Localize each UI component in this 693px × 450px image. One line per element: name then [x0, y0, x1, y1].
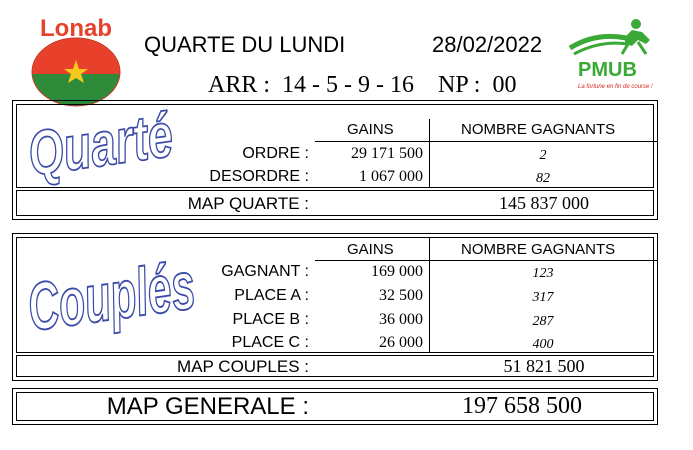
- arrival-numbers: 14 - 5 - 9 - 16: [282, 72, 414, 98]
- couples-row-place-c-label: PLACE C :: [231, 334, 309, 351]
- couples-row-place-a-count: 317: [532, 290, 554, 305]
- quarte-winners-header: NOMBRE GAGNANTS: [461, 121, 616, 138]
- couples-results-table: [16, 237, 654, 353]
- quarte-gains-header: GAINS: [347, 121, 394, 138]
- couples-winners-header: NOMBRE GAGNANTS: [461, 241, 616, 258]
- quarte-map-row: [16, 190, 654, 216]
- quarte-side-title: [21, 99, 178, 190]
- couples-map-label: MAP COUPLES :: [177, 357, 309, 376]
- quarte-map-value: 145 837 000: [499, 193, 589, 213]
- couples-side-title: [21, 247, 200, 348]
- couples-row-place-a-label: PLACE A :: [234, 287, 309, 304]
- lonab-logo: [28, 12, 124, 108]
- couples-gains-header: GAINS: [347, 241, 394, 258]
- horse-rider-icon: [622, 19, 650, 54]
- quarte-map-label: MAP QUARTE :: [187, 194, 309, 213]
- pmub-logo: [566, 14, 666, 94]
- couples-row-gagnant-gain: 169 000: [371, 263, 423, 280]
- couples-row-place-b-gain: 36 000: [379, 311, 423, 328]
- quarte-row-desordre-count: 82: [536, 171, 550, 186]
- couples-row-place-c-count: 400: [532, 337, 554, 352]
- couples-row-gagnant-label: GAGNANT :: [221, 263, 309, 280]
- couples-row-gagnant-count: 123: [532, 266, 554, 281]
- np-label: NP :: [438, 72, 481, 98]
- couples-map-value: 51 821 500: [503, 356, 585, 376]
- race-date: 28/02/2022: [432, 32, 543, 57]
- couples-row-place-a-gain: 32 500: [379, 287, 423, 304]
- quarte-row-desordre-gain: 1 067 000: [359, 168, 423, 185]
- couples-row-place-b-label: PLACE B :: [232, 311, 309, 328]
- quarte-row-ordre-gain: 29 171 500: [351, 145, 423, 162]
- quarte-row-desordre-label: DESORDRE :: [209, 168, 309, 185]
- general-section: [12, 388, 658, 425]
- np-value: 00: [492, 72, 517, 98]
- pmub-tagline: La fortune en fin de course !: [578, 84, 653, 90]
- quarte-row-ordre-label: ORDRE :: [242, 145, 309, 162]
- quarte-results-table: [16, 99, 654, 190]
- quarte-section: [12, 100, 658, 220]
- couples-section: [12, 233, 658, 381]
- pmub-wordmark: PMUB: [578, 59, 637, 81]
- general-map-label: MAP GENERALE :: [106, 393, 309, 420]
- couples-row-place-c-gain: 26 000: [379, 334, 423, 351]
- svg-text:Couplés: Couplés: [23, 247, 200, 346]
- lonab-wordmark: Lonab: [40, 15, 112, 42]
- arrival-prefix: ARR :: [208, 72, 271, 98]
- svg-text:Quarté: Quarté: [23, 99, 178, 190]
- race-title: QUARTE DU LUNDI: [144, 32, 346, 57]
- general-map-value: 197 658 500: [462, 393, 582, 419]
- arrival-line: [208, 72, 516, 99]
- couples-row-place-b-count: 287: [532, 314, 554, 329]
- quarte-row-ordre-count: 2: [539, 148, 547, 163]
- general-map-row: [16, 392, 654, 421]
- couples-map-row: [16, 355, 654, 377]
